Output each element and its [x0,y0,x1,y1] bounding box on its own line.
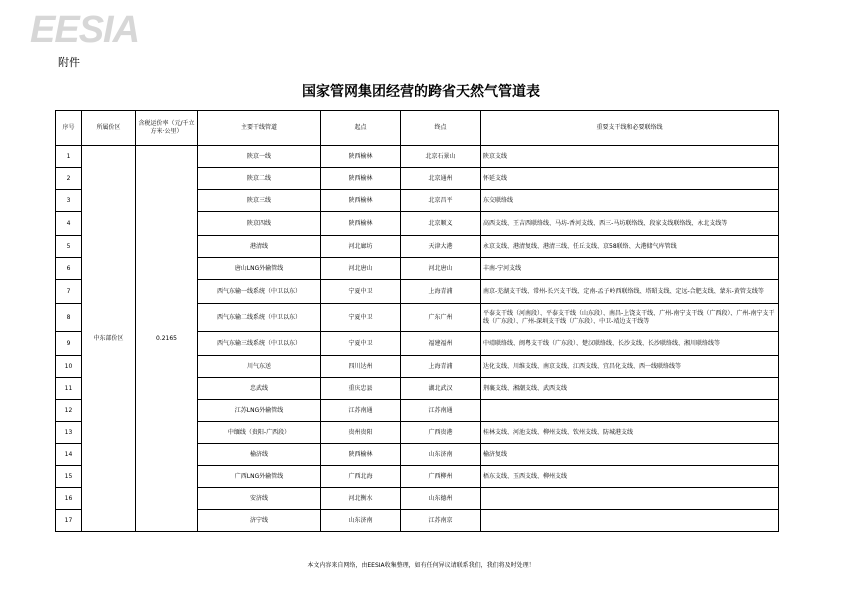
cell-start: 宁夏中卫 [321,332,401,356]
cell-seq: 9 [56,332,82,356]
cell-branches: 中靖联络线、闽粤支干线（广东段）、楚汉联络线、长沙支线、长沙联络线、湘川联络线等 [481,332,779,356]
cell-seq: 1 [56,146,82,168]
header-branches: 重要支干线和必要联络线 [481,111,779,146]
cell-end: 山东德州 [401,488,481,510]
cell-line: 西气东输一线系统（中卫以东） [198,280,321,304]
cell-branches: 东交联络线 [481,190,779,212]
cell-branches: 榆济复线 [481,444,779,466]
cell-end: 广东广州 [401,304,481,332]
cell-start: 山东济南 [321,510,401,532]
cell-seq: 5 [56,236,82,258]
cell-seq: 14 [56,444,82,466]
header-line: 主要干线管道 [198,111,321,146]
cell-branches [481,510,779,532]
cell-seq: 7 [56,280,82,304]
cell-branches: 荆襄支线、湘潮支线、武西支线 [481,378,779,400]
cell-end: 江苏南京 [401,510,481,532]
attachment-label: 附件 [58,56,80,69]
cell-seq: 13 [56,422,82,444]
cell-line: 川气东送 [198,356,321,378]
cell-start: 陕西榆林 [321,168,401,190]
cell-branches: 丰南-宁河支线 [481,258,779,280]
cell-end: 上海青浦 [401,356,481,378]
table-header-row [56,111,779,146]
cell-branches: 桂林支线、河池支线、柳州支线、钦州支线、防城港支线 [481,422,779,444]
cell-line: 陕京三线 [198,190,321,212]
cell-seq: 3 [56,190,82,212]
cell-seq: 12 [56,400,82,422]
cell-seq: 11 [56,378,82,400]
cell-start: 河北衡水 [321,488,401,510]
cell-end: 上海青浦 [401,280,481,304]
eesia-logo: EESIA [30,9,140,51]
footer-note: 本文内容来自网络，由EESIA收集整理，如有任何异议请联系我们，我们将及时处理！ [307,562,535,569]
cell-end: 广西贵港 [401,422,481,444]
cell-seq: 6 [56,258,82,280]
cell-branches: 高西支线、王吉西联络线、马坊-香河支线、西三-马坊联络线、段家支线联络线、永北支线等 [481,212,779,236]
cell-line: 忠武线 [198,378,321,400]
cell-line: 榆济线 [198,444,321,466]
cell-seq: 2 [56,168,82,190]
cell-start: 陕西榆林 [321,212,401,236]
cell-seq: 4 [56,212,82,236]
header-end: 终点 [401,111,481,146]
cell-start: 重庆忠县 [321,378,401,400]
cell-seq: 16 [56,488,82,510]
cell-start: 河北唐山 [321,258,401,280]
cell-end: 河北唐山 [401,258,481,280]
cell-line: 唐山LNG外输管线 [198,258,321,280]
cell-end: 北京昌平 [401,190,481,212]
cell-line: 陕京一线 [198,146,321,168]
pipeline-table [55,110,779,532]
cell-start: 宁夏中卫 [321,304,401,332]
cell-line: 广西LNG外输管线 [198,466,321,488]
header-region: 所属价区 [82,111,136,146]
cell-branches: 平泰支干线（河南段）、平泰支干线（山东段）、南昌-上饶支干线、广州-南宁支干线（广西段）、广州-南宁支干线（广东段）、广州-深圳支干线（广东段）、中卫-靖边支干线等 [481,304,779,332]
table-row [56,146,779,168]
cell-line: 港清线 [198,236,321,258]
header-seq: 序号 [56,111,82,146]
cell-branches: 陕京支线 [481,146,779,168]
cell-line: 济宁线 [198,510,321,532]
cell-branches: 梧东支线、玉西支线、柳州支线 [481,466,779,488]
cell-branches [481,400,779,422]
cell-end: 福建福州 [401,332,481,356]
cell-branches: 永京支线、港清复线、港清三线、任丘支线、京58联络、大港储气库管线 [481,236,779,258]
cell-seq: 15 [56,466,82,488]
cell-branches: 怀延支线 [481,168,779,190]
cell-seq: 17 [56,510,82,532]
cell-line: 陕京二线 [198,168,321,190]
cell-start: 陕西榆林 [321,444,401,466]
cell-start: 广西北海 [321,466,401,488]
cell-start: 贵州贵阳 [321,422,401,444]
cell-start: 陕西榆林 [321,190,401,212]
cell-line: 西气东输三线系统（中卫以东） [198,332,321,356]
cell-branches [481,488,779,510]
cell-end: 天津大港 [401,236,481,258]
cell-seq: 10 [56,356,82,378]
cell-line: 陕京四线 [198,212,321,236]
cell-end: 北京石景山 [401,146,481,168]
cell-end: 北京顺义 [401,212,481,236]
cell-start: 陕西榆林 [321,146,401,168]
cell-end: 江苏南通 [401,400,481,422]
cell-branches: 达化支线、川维支线、南京支线、江西支线、宜昌化支线、西一线联络线等 [481,356,779,378]
cell-start: 河北廊坊 [321,236,401,258]
cell-start: 四川达州 [321,356,401,378]
cell-end: 湖北武汉 [401,378,481,400]
page-title: 国家管网集团经营的跨省天然气管道表 [302,84,540,100]
cell-line: 西气东输二线系统（中卫以东） [198,304,321,332]
cell-seq: 8 [56,304,82,332]
cell-line: 安济线 [198,488,321,510]
cell-end: 北京通州 [401,168,481,190]
cell-branches: 南京-芜湖支干线、常州-长兴支干线、定南-孟子岭西联络线、塔昭支线、定远-合肥支线、蒙东-黄管支线等 [481,280,779,304]
cell-end: 山东济南 [401,444,481,466]
header-price: 含税运价率（元/千立方米·公里） [136,111,198,146]
cell-region: 中东部价区 [82,146,136,532]
header-start: 起点 [321,111,401,146]
cell-line: 中缅线（贵阳-广西段） [198,422,321,444]
cell-line: 江苏LNG外输管线 [198,400,321,422]
cell-end: 广西柳州 [401,466,481,488]
cell-start: 江苏南通 [321,400,401,422]
cell-price: 0.2165 [136,146,198,532]
cell-start: 宁夏中卫 [321,280,401,304]
